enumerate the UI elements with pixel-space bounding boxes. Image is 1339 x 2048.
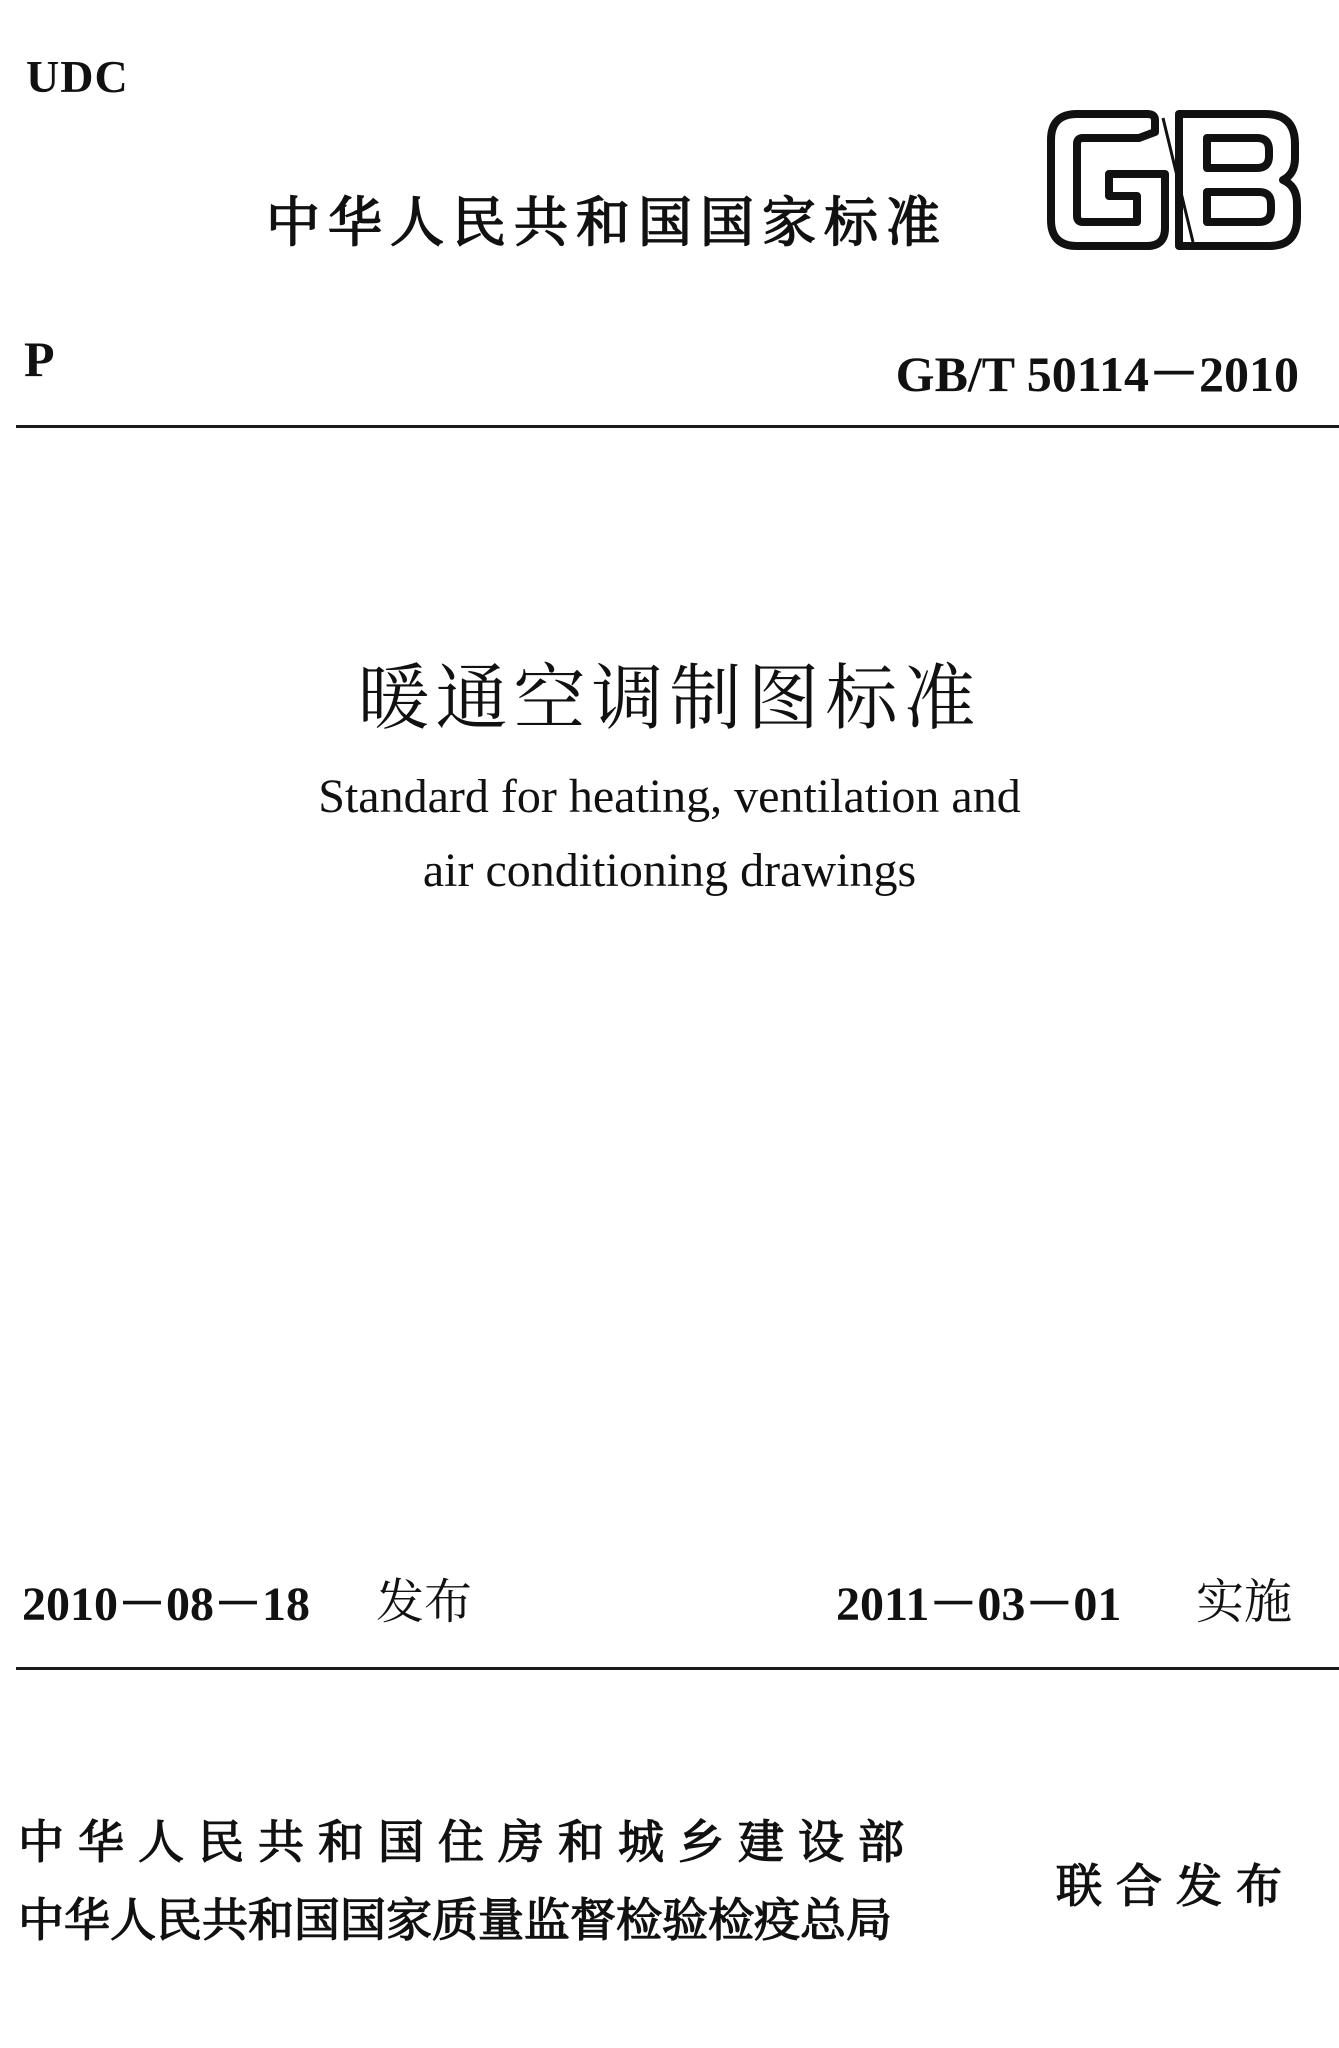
title-english-line-2: air conditioning drawings	[422, 844, 917, 897]
issue-date: 2010－08－18	[22, 1578, 311, 1631]
implementation-label: 实施	[1196, 1574, 1293, 1630]
gb-logo-icon	[1043, 110, 1303, 254]
national-standard-heading: 中华人民共和国国家标准	[266, 191, 948, 254]
joint-issue-label: 联合发布	[1056, 1859, 1296, 1913]
issuer-quality-supervision: 中华人民共和国国家质量监督检验检疫总局	[18, 1893, 892, 1947]
standard-number: GB/T 50114－2010	[895, 346, 1299, 402]
title-chinese: 暖通空调制图标准	[357, 656, 982, 740]
udc-label: UDC	[26, 51, 129, 102]
implementation-date: 2011－03－01	[836, 1578, 1122, 1631]
bottom-divider	[16, 1667, 1339, 1670]
category-code: P	[24, 331, 55, 387]
title-english-line-1: Standard for heating, ventilation and	[318, 770, 1021, 823]
issue-label: 发布	[376, 1574, 473, 1630]
title-english	[0, 760, 1339, 908]
top-divider	[16, 425, 1339, 428]
issuer-ministry-housing: 中华人民共和国住房和城乡建设部	[18, 1815, 918, 1869]
